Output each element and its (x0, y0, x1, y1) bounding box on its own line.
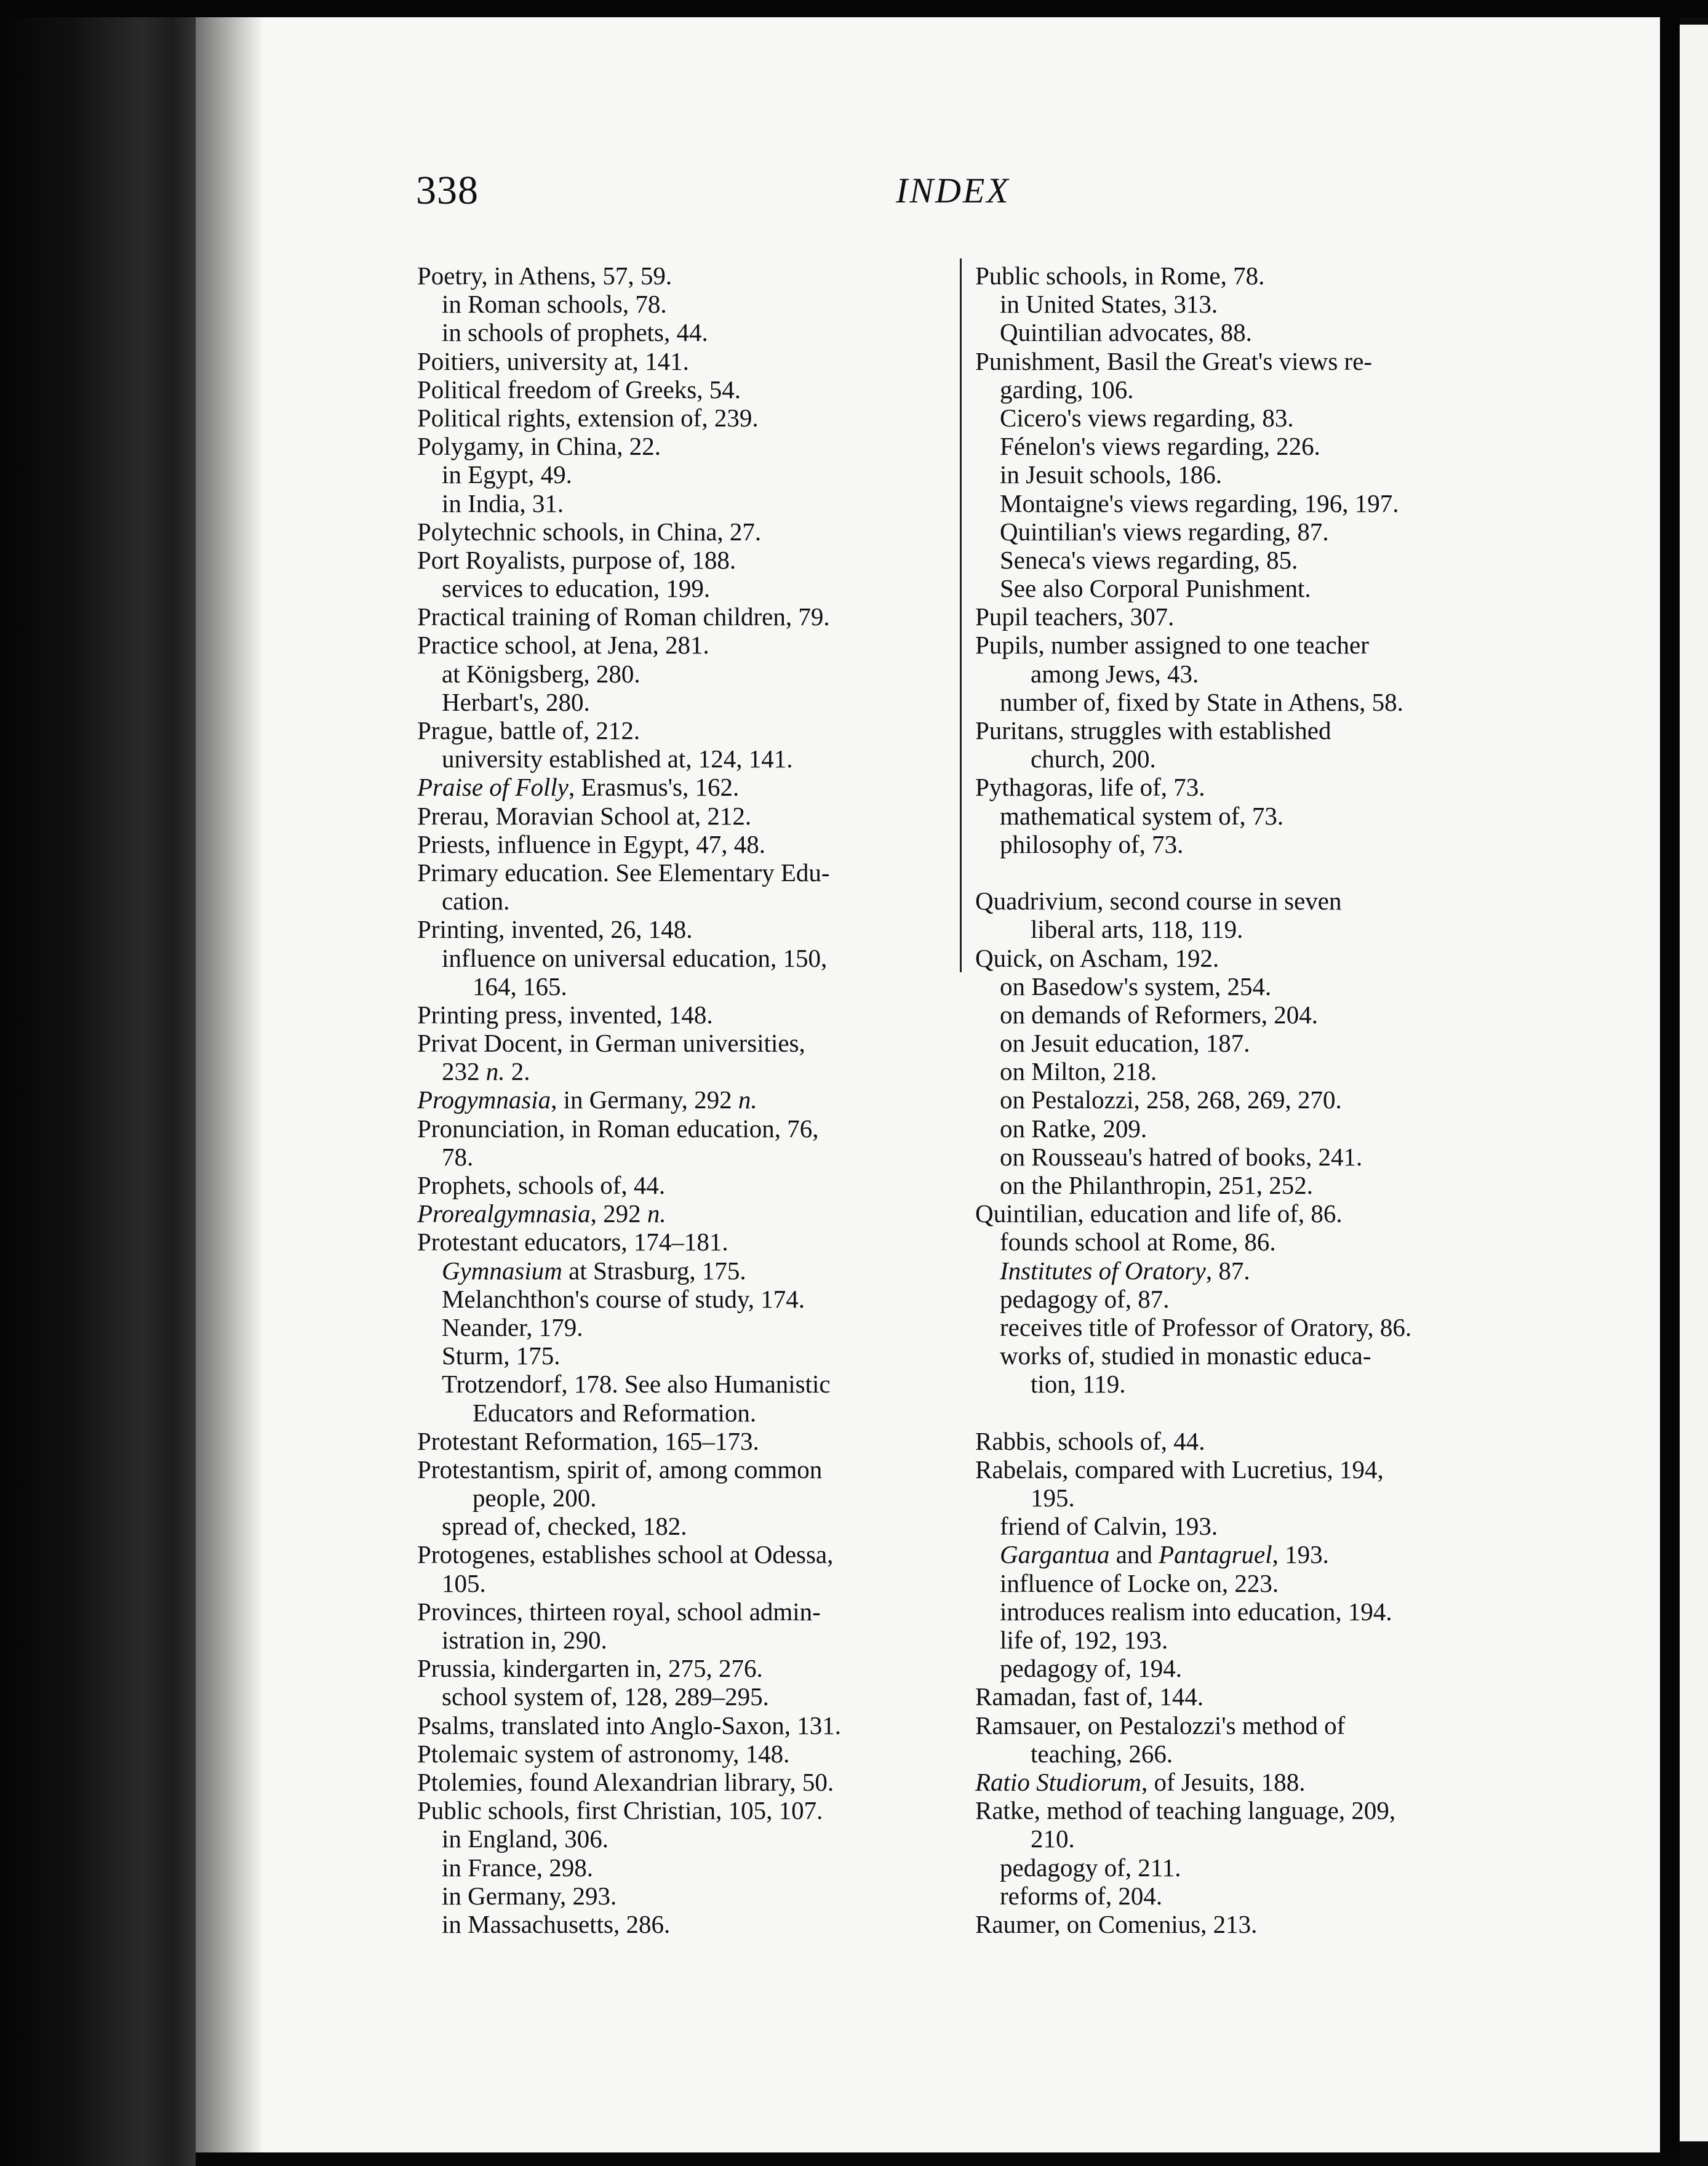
index-subentry (975, 745, 1523, 773)
index-entry (417, 262, 960, 290)
index-text: Melanchthon's course of study, 174. (442, 1284, 805, 1313)
index-entry (417, 631, 960, 659)
index-text: Political rights, extension of, 239. (417, 403, 759, 432)
index-italic-text: Prorealgymnasia (417, 1199, 591, 1228)
index-subentry (975, 1597, 1523, 1626)
index-text: Prerau, Moravian School at, 212. (417, 801, 752, 830)
index-text: Printing, invented, 26, 148. (417, 915, 693, 944)
index-text: Polytechnic schools, in China, 27. (417, 517, 762, 546)
index-entry (975, 1199, 1523, 1228)
index-text: Montaigne's views regarding, 196, 197. (1000, 489, 1399, 518)
index-text: 78. (442, 1142, 474, 1171)
index-text: in Roman schools, 78. (442, 290, 667, 319)
index-subentry (417, 1824, 960, 1853)
index-text: friend of Calvin, 193. (1000, 1512, 1218, 1541)
scan-bottom-border (196, 2152, 1680, 2166)
index-subentry (417, 1882, 960, 1910)
index-subentry (975, 1143, 1523, 1171)
index-subentry (975, 1057, 1523, 1085)
index-text: on the Philanthropin, 251, 252. (1000, 1171, 1314, 1199)
index-text: on Rousseau's hatred of books, 241. (1000, 1142, 1363, 1171)
index-entry (975, 262, 1523, 290)
index-text: Port Royalists, purpose of, 188. (417, 545, 736, 574)
index-text: liberal arts, 118, 119. (1031, 915, 1243, 944)
index-text: Privat Docent, in German universities, (417, 1029, 805, 1058)
index-subentry (417, 1399, 960, 1427)
index-text: pedagogy of, 87. (1000, 1284, 1170, 1313)
index-text: in France, 298. (442, 1853, 593, 1882)
index-text: Rabelais, compared with Lucretius, 194, (975, 1455, 1384, 1484)
index-text: Protogenes, establishes school at Odessa, (417, 1540, 834, 1569)
index-entry (975, 347, 1523, 375)
index-subentry (975, 1740, 1523, 1768)
index-italic-text: Gymnasium (442, 1256, 562, 1285)
index-subentry (417, 574, 960, 602)
index-italic-text: Gargantua (1000, 1540, 1110, 1569)
index-subentry (417, 745, 960, 773)
index-text: introduces realism into education, 194. (1000, 1597, 1392, 1626)
index-subentry (975, 518, 1523, 546)
index-entry (417, 347, 960, 375)
index-subentry (417, 1853, 960, 1882)
index-text: Prussia, kindergarten in, 275, 276. (417, 1654, 763, 1683)
index-entry (417, 1199, 960, 1228)
index-entry (975, 716, 1523, 745)
gutter-shadow (196, 17, 263, 2152)
index-subentry (417, 944, 960, 972)
index-entry (975, 1796, 1523, 1824)
index-text: Polygamy, in China, 22. (417, 432, 661, 461)
index-italic-text: n. (647, 1199, 666, 1228)
index-entry (417, 1740, 960, 1768)
index-text: Protestant educators, 174–181. (417, 1228, 728, 1257)
index-subentry (975, 546, 1523, 574)
index-subentry (975, 375, 1523, 404)
index-text: Quintilian, education and life of, 86. (975, 1199, 1343, 1228)
index-text: Poetry, in Athens, 57, 59. (417, 262, 672, 290)
index-entry (975, 944, 1523, 972)
index-text: Quintilian's views regarding, 87. (1000, 517, 1329, 546)
index-subentry (975, 318, 1523, 346)
index-subentry (417, 1143, 960, 1171)
index-entry (417, 1085, 960, 1114)
index-subentry (975, 1512, 1523, 1540)
index-subentry (417, 1313, 960, 1341)
index-text: Ptolemaic system of astronomy, 148. (417, 1739, 790, 1768)
index-subentry (417, 1057, 960, 1085)
index-subentry (975, 660, 1523, 688)
index-text: Neander, 179. (442, 1313, 583, 1341)
index-subentry (975, 432, 1523, 460)
index-text: Raumer, on Comenius, 213. (975, 1909, 1258, 1938)
index-text: on Basedow's system, 254. (1000, 972, 1272, 1001)
index-subentry (975, 1085, 1523, 1114)
index-entry (975, 1427, 1523, 1455)
index-entry (417, 830, 960, 858)
index-text: Punishment, Basil the Great's views re- (975, 346, 1373, 375)
index-text: Pupils, number assigned to one teacher (975, 631, 1369, 660)
index-subentry (975, 404, 1523, 432)
index-entry (417, 546, 960, 574)
index-italic-text: Progymnasia (417, 1085, 551, 1114)
index-text: cation. (442, 887, 510, 916)
index-text: 210. (1031, 1824, 1075, 1853)
index-text: tion, 119. (1031, 1370, 1126, 1399)
index-entry (975, 1711, 1523, 1740)
index-subentry (417, 290, 960, 318)
index-entry (417, 1540, 960, 1569)
index-text: Psalms, translated into Anglo-Saxon, 131. (417, 1711, 841, 1740)
index-text: in England, 306. (442, 1824, 609, 1853)
index-text: on Milton, 218. (1000, 1057, 1157, 1086)
index-entry (417, 1171, 960, 1199)
index-entry (975, 1768, 1523, 1796)
index-text: Ratke, method of teaching language, 209, (975, 1796, 1396, 1825)
index-subentry (975, 290, 1523, 318)
index-text: Educators and Reformation. (473, 1398, 757, 1427)
index-subentry (975, 1540, 1523, 1569)
index-subentry (417, 887, 960, 915)
index-text: Quintilian advocates, 88. (1000, 318, 1252, 347)
index-text: Puritans, struggles with established (975, 716, 1331, 745)
index-entry (417, 404, 960, 432)
index-text: in Egypt, 49. (442, 460, 572, 489)
scan-right-border (1660, 17, 1680, 2166)
index-subentry (975, 1228, 1523, 1256)
index-column-left (417, 262, 960, 1938)
index-text: Prophets, schools of, 44. (417, 1171, 666, 1199)
index-text: mathematical system of, 73. (1000, 801, 1284, 830)
index-text: 164, 165. (473, 972, 567, 1001)
index-entry (975, 773, 1523, 801)
index-text: in United States, 313. (1000, 290, 1218, 319)
index-subentry (975, 574, 1523, 602)
index-text: Practical training of Roman children, 79. (417, 602, 830, 631)
index-text: Pupil teachers, 307. (975, 602, 1175, 631)
index-text: Prague, battle of, 212. (417, 716, 640, 745)
index-text: Political freedom of Greeks, 54. (417, 375, 741, 404)
index-text: people, 200. (473, 1484, 597, 1513)
index-subentry (975, 1285, 1523, 1313)
index-text: influence of Locke on, 223. (1000, 1569, 1279, 1597)
index-text: Practice school, at Jena, 281. (417, 631, 709, 660)
index-text: in Germany, 293. (442, 1881, 617, 1910)
index-text: , 292 (590, 1199, 647, 1228)
index-text: philosophy of, 73. (1000, 829, 1184, 858)
running-header-title: INDEX (896, 170, 1010, 210)
index-subentry (975, 972, 1523, 1001)
index-subentry (417, 1569, 960, 1597)
index-subentry (975, 802, 1523, 830)
index-subentry (417, 1910, 960, 1938)
book-binding-edge (0, 17, 203, 2166)
index-entry (975, 1910, 1523, 1938)
index-subentry (975, 830, 1523, 858)
index-text: pedagogy of, 211. (1000, 1853, 1181, 1882)
index-entry (417, 802, 960, 830)
page-number: 338 (416, 168, 479, 213)
index-text: school system of, 128, 289–295. (442, 1682, 769, 1711)
index-text: Provinces, thirteen royal, school admin- (417, 1597, 821, 1626)
index-text: in India, 31. (442, 489, 564, 518)
index-entry (417, 1001, 960, 1029)
index-text: 105. (442, 1569, 486, 1597)
index-column-right (975, 262, 1523, 1938)
index-italic-text: Praise of Folly (417, 773, 569, 802)
index-entry (417, 602, 960, 631)
index-subentry (975, 1029, 1523, 1057)
index-text: Seneca's views regarding, 85. (1000, 545, 1298, 574)
index-subentry (417, 1341, 960, 1370)
index-text: and (1109, 1540, 1159, 1569)
index-text: , in Germany, 292 (551, 1085, 738, 1114)
index-text: Primary education. See Elementary Edu- (417, 858, 830, 887)
index-text: pedagogy of, 194. (1000, 1654, 1183, 1683)
index-entry (975, 887, 1523, 915)
index-subentry (975, 1001, 1523, 1029)
index-text: , Erasmus's, 162. (568, 773, 740, 802)
index-text: Protestantism, spirit of, among common (417, 1455, 823, 1484)
index-text: on demands of Reformers, 204. (1000, 1000, 1318, 1029)
index-text: Printing press, invented, 148. (417, 1000, 713, 1029)
index-italic-text: n. (485, 1057, 505, 1086)
index-text: , of Jesuits, 188. (1141, 1767, 1306, 1796)
index-text: Fénelon's views regarding, 226. (1000, 432, 1320, 461)
index-text: Sturm, 175. (442, 1341, 561, 1370)
index-text: at Strasburg, 175. (562, 1256, 746, 1285)
index-subentry (417, 1626, 960, 1654)
index-entry (417, 1796, 960, 1824)
index-text: 195. (1031, 1484, 1075, 1513)
index-subentry (417, 660, 960, 688)
index-text: works of, studied in monastic educa- (1000, 1341, 1371, 1370)
index-text: Cicero's views regarding, 83. (1000, 403, 1294, 432)
index-subentry (975, 1341, 1523, 1370)
index-subentry (975, 489, 1523, 518)
index-text: life of, 192, 193. (1000, 1626, 1168, 1654)
index-italic-text: Ratio Studiorum (975, 1767, 1141, 1796)
index-text: influence on universal education, 150, (442, 943, 828, 972)
index-subentry (975, 915, 1523, 943)
index-text: services to education, 199. (442, 574, 711, 603)
index-text: Herbart's, 280. (442, 687, 590, 716)
index-entry (417, 1427, 960, 1455)
index-subentry (975, 1626, 1523, 1654)
index-subentry (975, 1853, 1523, 1882)
index-entry (417, 518, 960, 546)
index-entry (417, 375, 960, 404)
index-entry (417, 915, 960, 943)
index-text: Ramsauer, on Pestalozzi's method of (975, 1711, 1346, 1740)
index-text: , 87. (1205, 1256, 1250, 1285)
index-text: 232 (442, 1057, 486, 1086)
index-text: Public schools, first Christian, 105, 107. (417, 1796, 823, 1825)
index-text: Public schools, in Rome, 78. (975, 262, 1265, 290)
index-text: Ramadan, fast of, 144. (975, 1682, 1204, 1711)
index-entry (417, 1455, 960, 1484)
index-text: Protestant Reformation, 165–173. (417, 1426, 759, 1455)
column-divider (960, 258, 962, 972)
index-entry (975, 1455, 1523, 1484)
index-text: Priests, influence in Egypt, 47, 48. (417, 829, 765, 858)
index-text: See also Corporal Punishment. (1000, 574, 1311, 603)
scan-top-border (0, 0, 1708, 17)
index-subentry (417, 489, 960, 518)
index-text: in Jesuit schools, 186. (1000, 460, 1223, 489)
index-entry (417, 1114, 960, 1143)
index-text: among Jews, 43. (1031, 659, 1199, 688)
index-text: on Pestalozzi, 258, 268, 269, 270. (1000, 1085, 1342, 1114)
index-entry (975, 602, 1523, 631)
index-subentry (417, 1257, 960, 1285)
index-subentry (417, 1285, 960, 1313)
index-text: receives title of Professor of Oratory, 86. (1000, 1313, 1412, 1341)
index-text: reforms of, 204. (1000, 1881, 1163, 1910)
index-subentry (975, 1824, 1523, 1853)
index-text: on Jesuit education, 187. (1000, 1029, 1250, 1058)
index-entry (417, 1597, 960, 1626)
index-subentry (975, 1569, 1523, 1597)
index-italic-text: Pantagruel (1159, 1540, 1272, 1569)
index-entry (417, 1029, 960, 1057)
index-text: spread of, checked, 182. (442, 1512, 687, 1541)
index-subentry (417, 688, 960, 716)
index-subentry (417, 1370, 960, 1398)
index-subentry (417, 972, 960, 1001)
index-text: church, 200. (1031, 745, 1156, 773)
index-subentry (417, 460, 960, 489)
index-entry (417, 432, 960, 460)
index-entry (417, 1654, 960, 1682)
index-subentry (417, 318, 960, 346)
index-subentry (975, 1882, 1523, 1910)
index-subentry (975, 1370, 1523, 1398)
index-text: Quick, on Ascham, 192. (975, 943, 1219, 972)
index-subentry (975, 688, 1523, 716)
index-text: in Massachusetts, 286. (442, 1909, 671, 1938)
index-subentry (975, 1484, 1523, 1512)
index-text: on Ratke, 209. (1000, 1114, 1147, 1143)
index-text: teaching, 266. (1031, 1739, 1173, 1768)
index-text: number of, fixed by State in Athens, 58. (1000, 687, 1403, 716)
index-text: garding, 106. (1000, 375, 1134, 404)
index-entry (417, 1711, 960, 1740)
index-subentry (417, 1682, 960, 1711)
index-text: 2. (505, 1057, 530, 1086)
index-text: university established at, 124, 141. (442, 745, 793, 773)
index-italic-text: Institutes of Oratory (1000, 1256, 1206, 1285)
index-subentry (975, 1313, 1523, 1341)
index-text: Poitiers, university at, 141. (417, 346, 689, 375)
index-entry (417, 773, 960, 801)
index-subentry (975, 1171, 1523, 1199)
index-text: Pythagoras, life of, 73. (975, 773, 1205, 802)
index-text: Trotzendorf, 178. See also Humanistic (442, 1370, 831, 1399)
index-text: istration in, 290. (442, 1626, 607, 1654)
index-text: at Königsberg, 280. (442, 659, 640, 688)
index-text: Rabbis, schools of, 44. (975, 1426, 1205, 1455)
index-text: Ptolemies, found Alexandrian library, 50. (417, 1767, 834, 1796)
index-section-gap (975, 1399, 1523, 1427)
index-entry (417, 1228, 960, 1256)
index-subentry (975, 1114, 1523, 1143)
index-text: founds school at Rome, 86. (1000, 1228, 1276, 1257)
index-text: Quadrivium, second course in seven (975, 887, 1342, 916)
index-entry (975, 1682, 1523, 1711)
index-italic-text: n. (738, 1085, 757, 1114)
index-entry (417, 1768, 960, 1796)
index-entry (417, 716, 960, 745)
index-subentry (975, 1257, 1523, 1285)
index-entry (417, 858, 960, 887)
index-subentry (417, 1512, 960, 1540)
index-subentry (417, 1484, 960, 1512)
index-text: , 193. (1272, 1540, 1329, 1569)
index-subentry (975, 1654, 1523, 1682)
index-text: in schools of prophets, 44. (442, 318, 708, 347)
adjacent-page-edge (1680, 25, 1708, 2141)
index-entry (975, 631, 1523, 659)
index-text: Pronunciation, in Roman education, 76, (417, 1114, 819, 1143)
index-section-gap (975, 858, 1523, 887)
index-subentry (975, 460, 1523, 489)
